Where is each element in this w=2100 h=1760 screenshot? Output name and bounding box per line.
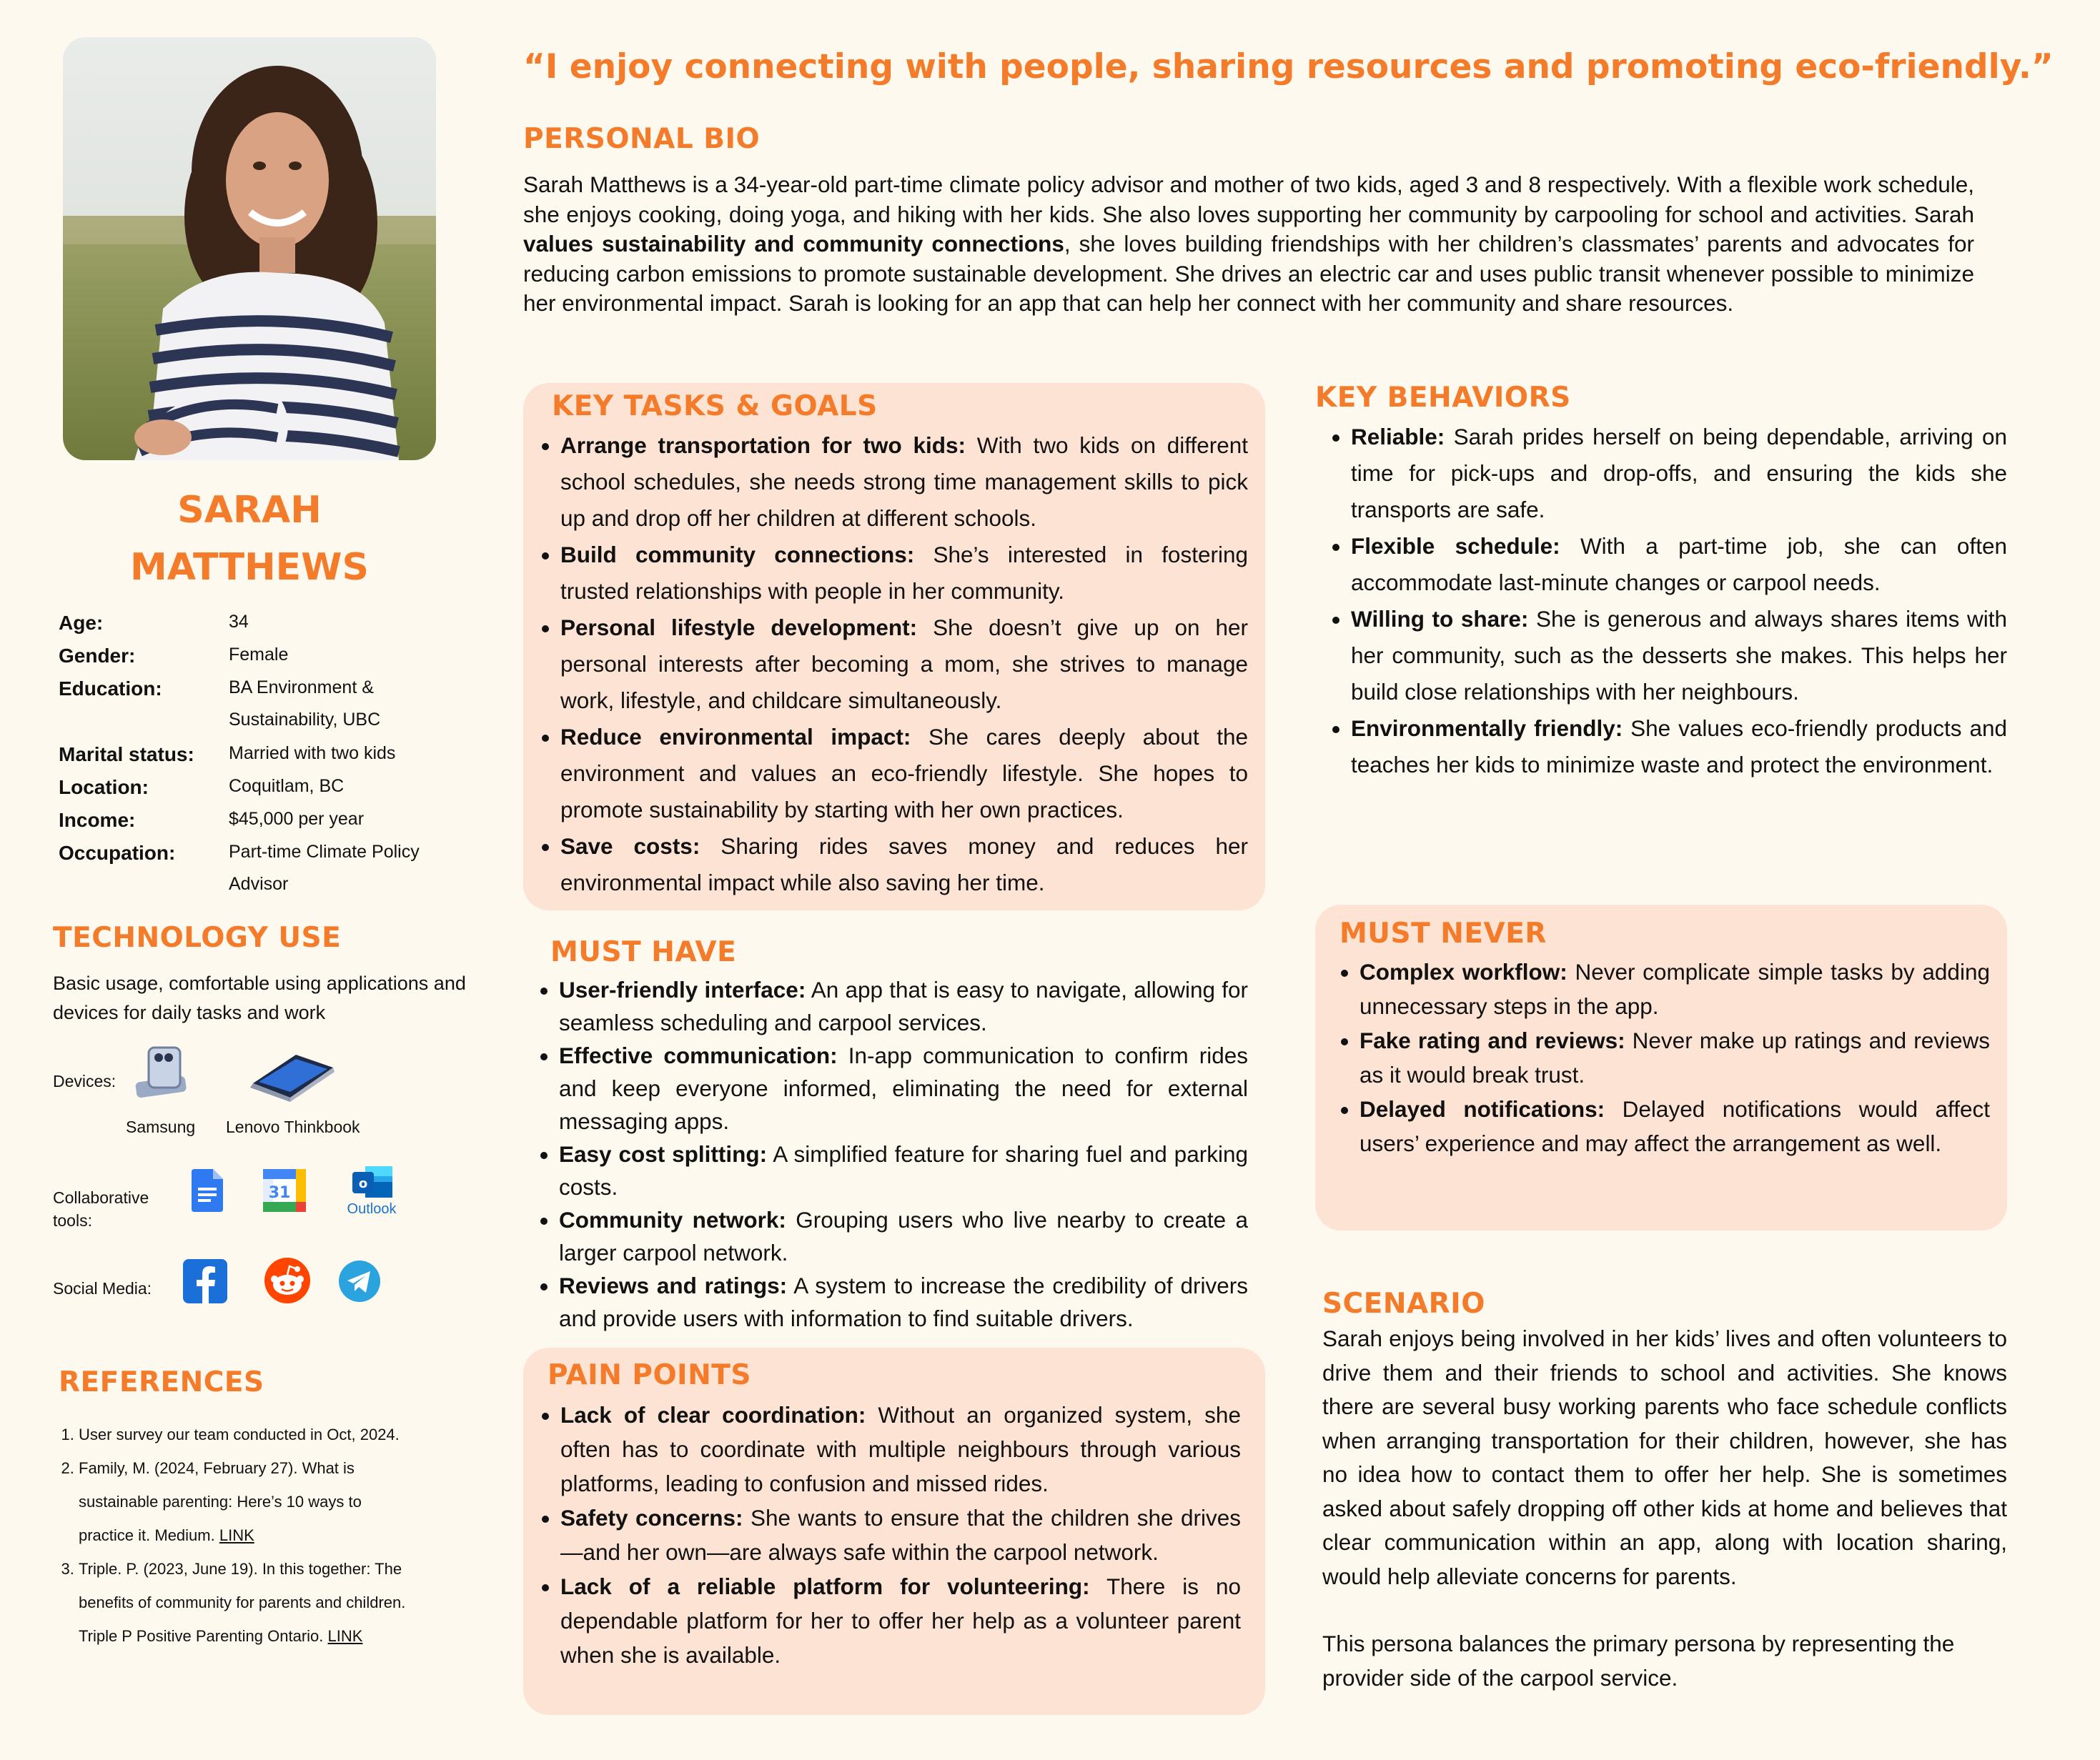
reddit-icon bbox=[264, 1258, 310, 1307]
task-item bbox=[560, 828, 1248, 901]
facebook-icon bbox=[183, 1259, 227, 1307]
scenario-title: SCENARIO bbox=[1322, 1288, 1485, 1320]
must-have-text: A simplified feature for sharing fuel and parking costs. bbox=[559, 1141, 1249, 1200]
reference-text: User survey our team conducted in Oct, 2024. bbox=[79, 1426, 400, 1443]
profile-value: Married with two kids bbox=[229, 743, 396, 763]
profile-value: BA Environment & Sustainability, UBC bbox=[229, 677, 381, 730]
profile-label: Location: bbox=[59, 776, 149, 798]
google-docs-icon bbox=[192, 1169, 223, 1215]
profile-label: Education: bbox=[59, 677, 162, 700]
reference-item bbox=[79, 1418, 415, 1451]
bio-emphasis: values sustainability and community connections bbox=[523, 231, 1064, 257]
must-have-item bbox=[559, 1138, 1248, 1203]
behavior-text: With a part-time job, she can often accommodate last-minute changes or carpool needs. bbox=[1351, 533, 2007, 595]
profile-value: $45,000 per year bbox=[229, 809, 365, 829]
svg-text:o: o bbox=[358, 1176, 368, 1191]
bio-text-part: Sarah Matthews is a 34-year-old part-time climate policy advisor and mother of two kids, aged 3 and 8 respectively. With a flexible work schedule, she enjoys cooking, doing yoga, and hiking with her kids. She also loves supporting her community by carpooling for school and activities. Sarah bbox=[523, 171, 1974, 227]
scenario-paragraph: Sarah enjoys being involved in her kids’ lives and often volunteers to drive them and their friends to school and activities. She knows there are several busy working parents who face schedule conflicts when arranging transportation for their children, however, she has no idea how to contact them to offer her help. She is sometimes asked about safely dropping off other kids at home and believes that clear communication within an app, along with location sharing, would help alleviate concerns for parents. bbox=[1322, 1326, 2007, 1589]
task-text: She’s interested in fostering trusted relationships with people in her community. bbox=[560, 542, 1248, 604]
profile-label: Age: bbox=[59, 612, 104, 634]
devices-label: Devices: bbox=[53, 1072, 117, 1090]
must-have-item bbox=[559, 1269, 1248, 1335]
persona-first-name: SARAH bbox=[177, 489, 322, 532]
must-never-item bbox=[1359, 1023, 1990, 1092]
profile-label: Gender: bbox=[59, 645, 136, 667]
must-never-text: Delayed notifications would affect users’ experience and may affect the arrangement as well. bbox=[1359, 1096, 1990, 1156]
must-have-item bbox=[559, 1039, 1248, 1138]
profile-label: Income: bbox=[59, 809, 136, 831]
tasks-list bbox=[525, 427, 1248, 901]
bio-title: PERSONAL BIO bbox=[523, 123, 761, 155]
behaviors-list bbox=[1315, 419, 2007, 783]
must-never-text: Never complicate simple tasks by adding unnecessary steps in the app. bbox=[1359, 959, 1990, 1019]
must-never-heading: Delayed notifications: bbox=[1359, 1096, 1605, 1122]
scenario-text bbox=[1322, 1322, 2007, 1695]
outlook-icon bbox=[342, 1163, 402, 1218]
task-text: She doesn’t give up on her personal interests after becoming a mom, she strives to manage work, lifestyle, and childcare simultaneously. bbox=[560, 615, 1248, 713]
profile-value: 34 bbox=[229, 612, 249, 632]
bio-text-part: , she loves building friendships with her children’s classmates’ parents and advocates for reducing carbon emissions to promote sustainable development. She drives an electric car and uses public transit whenever possible to minimize her environmental impact. Sarah is looking for an app that can help her connect with her community and share resources. bbox=[523, 231, 1974, 316]
behaviors-title: KEY BEHAVIORS bbox=[1315, 382, 1571, 414]
must-never-title: MUST NEVER bbox=[1339, 918, 1547, 950]
pain-point-item bbox=[560, 1569, 1241, 1672]
profile-label: Marital status: bbox=[59, 743, 194, 765]
device-label-lenovo: Lenovo Thinkbook bbox=[226, 1118, 360, 1136]
profile-label: Occupation: bbox=[59, 842, 176, 864]
behavior-heading: Reliable: bbox=[1351, 424, 1445, 449]
collab-tools-label: Collaborative tools: bbox=[53, 1188, 149, 1230]
must-have-item bbox=[559, 1203, 1248, 1269]
must-have-list bbox=[523, 973, 1248, 1335]
task-item bbox=[560, 537, 1248, 610]
task-item bbox=[560, 427, 1248, 537]
reference-item bbox=[79, 1451, 415, 1552]
pain-points-title: PAIN POINTS bbox=[548, 1359, 751, 1391]
task-heading: Build community connections: bbox=[560, 542, 915, 567]
device-label-samsung: Samsung bbox=[126, 1118, 196, 1136]
references-title: REFERENCES bbox=[59, 1366, 264, 1398]
pain-point-heading: Lack of a reliable platform for volunteering: bbox=[560, 1573, 1090, 1599]
must-never-item bbox=[1359, 1092, 1990, 1160]
pain-point-text: She wants to ensure that the children she drives—and her own—are always safe within the carpool network. bbox=[560, 1505, 1241, 1565]
behavior-text: She is generous and always shares items with her community, such as the desserts she makes. This helps her build close relationships with her neighbours. bbox=[1351, 606, 2007, 705]
google-calendar-icon bbox=[263, 1169, 306, 1215]
reference-text: Triple. P. (2023, June 19). In this together: The benefits of community for parents and children. Triple P Positive Parenting Ontario. bbox=[79, 1560, 406, 1645]
pain-point-item bbox=[560, 1398, 1241, 1501]
telegram-icon bbox=[339, 1261, 380, 1306]
technology-description: Basic usage, comfortable using applications and devices for daily tasks and work bbox=[53, 973, 466, 1023]
pain-point-item bbox=[560, 1501, 1241, 1569]
pain-point-text: There is no dependable platform for her to offer her help as a volunteer parent when she is available. bbox=[560, 1573, 1241, 1668]
reference-link[interactable]: LINK bbox=[327, 1627, 363, 1645]
social-media-label: Social Media: bbox=[53, 1279, 152, 1298]
task-item bbox=[560, 719, 1248, 828]
behavior-heading: Willing to share: bbox=[1351, 606, 1529, 632]
must-never-heading: Fake rating and reviews: bbox=[1359, 1028, 1625, 1053]
profile-value: Part-time Climate Policy Advisor bbox=[229, 842, 420, 894]
pain-point-text: Without an organized system, she often has to coordinate with multiple neighbours through various platforms, leading to confusion and missed rides. bbox=[560, 1402, 1241, 1496]
references-list bbox=[57, 1418, 415, 1653]
bio-text bbox=[523, 170, 1974, 319]
task-heading: Arrange transportation for two kids: bbox=[560, 432, 966, 458]
behavior-heading: Environmentally friendly: bbox=[1351, 715, 1623, 741]
task-text: With two kids on different school schedules, she needs strong time management skills to pick up and drop off her children at different schools. bbox=[560, 432, 1248, 531]
task-heading: Reduce environmental impact: bbox=[560, 724, 911, 750]
profile-value: Coquitlam, BC bbox=[229, 776, 345, 796]
must-have-title: MUST HAVE bbox=[550, 936, 737, 968]
tasks-title: KEY TASKS & GOALS bbox=[552, 390, 878, 422]
behavior-item bbox=[1351, 528, 2007, 601]
must-have-heading: Easy cost splitting: bbox=[559, 1141, 768, 1167]
pain-points-list bbox=[525, 1398, 1241, 1672]
task-heading: Save costs: bbox=[560, 833, 700, 859]
behavior-heading: Flexible schedule: bbox=[1351, 533, 1560, 559]
persona-photo bbox=[63, 37, 436, 460]
profile-value: Female bbox=[229, 645, 289, 665]
must-have-heading: Reviews and ratings: bbox=[559, 1273, 788, 1298]
calendar-day-text: 31 bbox=[268, 1184, 291, 1202]
must-have-text: In-app communication to confirm rides and keep everyone informed, eliminating the need for external messaging apps. bbox=[559, 1043, 1248, 1134]
behavior-text: Sarah prides herself on being dependable, arriving on time for pick-ups and drop-offs, and ensuring the kids she transports are safe. bbox=[1351, 424, 2007, 522]
task-text: She cares deeply about the environment and values an eco-friendly lifestyle. She hopes to promote sustainability by starting with her own practices. bbox=[560, 724, 1248, 822]
scenario-paragraph: This persona balances the primary persona by representing the provider side of the carpool service. bbox=[1322, 1631, 1955, 1691]
persona-last-name: MATTHEWS bbox=[130, 546, 369, 589]
must-have-heading: User-friendly interface: bbox=[559, 977, 806, 1003]
laptop-icon bbox=[246, 1048, 339, 1108]
must-have-text: Grouping users who live nearby to create a larger carpool network. bbox=[559, 1207, 1249, 1266]
task-text: Sharing rides saves money and reduces her environmental impact while also saving her time. bbox=[560, 833, 1248, 895]
pain-point-heading: Safety concerns: bbox=[560, 1505, 743, 1531]
must-have-heading: Community network: bbox=[559, 1207, 786, 1233]
must-never-text: Never make up ratings and reviews as it would break trust. bbox=[1359, 1028, 1990, 1088]
must-have-heading: Effective communication: bbox=[559, 1043, 838, 1068]
task-item bbox=[560, 610, 1248, 719]
behavior-item bbox=[1351, 419, 2007, 528]
persona-quote: “I enjoy connecting with people, sharing resources and promoting eco-friendly.” bbox=[523, 47, 2054, 86]
outlook-label: Outlook bbox=[347, 1201, 397, 1217]
task-heading: Personal lifestyle development: bbox=[560, 615, 918, 640]
behavior-item bbox=[1351, 601, 2007, 710]
foldable-phone-icon bbox=[133, 1043, 197, 1111]
must-have-item bbox=[559, 973, 1248, 1039]
reference-text: Family, M. (2024, February 27). What is sustainable parenting: Here’s 10 ways to practice it. Medium. bbox=[79, 1459, 362, 1544]
reference-item bbox=[79, 1552, 415, 1653]
reference-link[interactable]: LINK bbox=[219, 1526, 254, 1544]
behavior-text: She values eco-friendly products and teaches her kids to minimize waste and protect the environment. bbox=[1351, 715, 2008, 777]
pain-point-heading: Lack of clear coordination: bbox=[560, 1402, 866, 1428]
must-have-text: An app that is easy to navigate, allowing for seamless scheduling and carpool services. bbox=[559, 977, 1248, 1035]
must-never-list bbox=[1324, 955, 1990, 1160]
behavior-item bbox=[1351, 710, 2007, 783]
must-never-item bbox=[1359, 955, 1990, 1023]
technology-title: TECHNOLOGY USE bbox=[53, 922, 342, 954]
must-have-text: A system to increase the credibility of drivers and provide users with information to find suitable drivers. bbox=[559, 1273, 1248, 1331]
persona-name bbox=[63, 482, 436, 596]
must-never-heading: Complex workflow: bbox=[1359, 959, 1567, 985]
